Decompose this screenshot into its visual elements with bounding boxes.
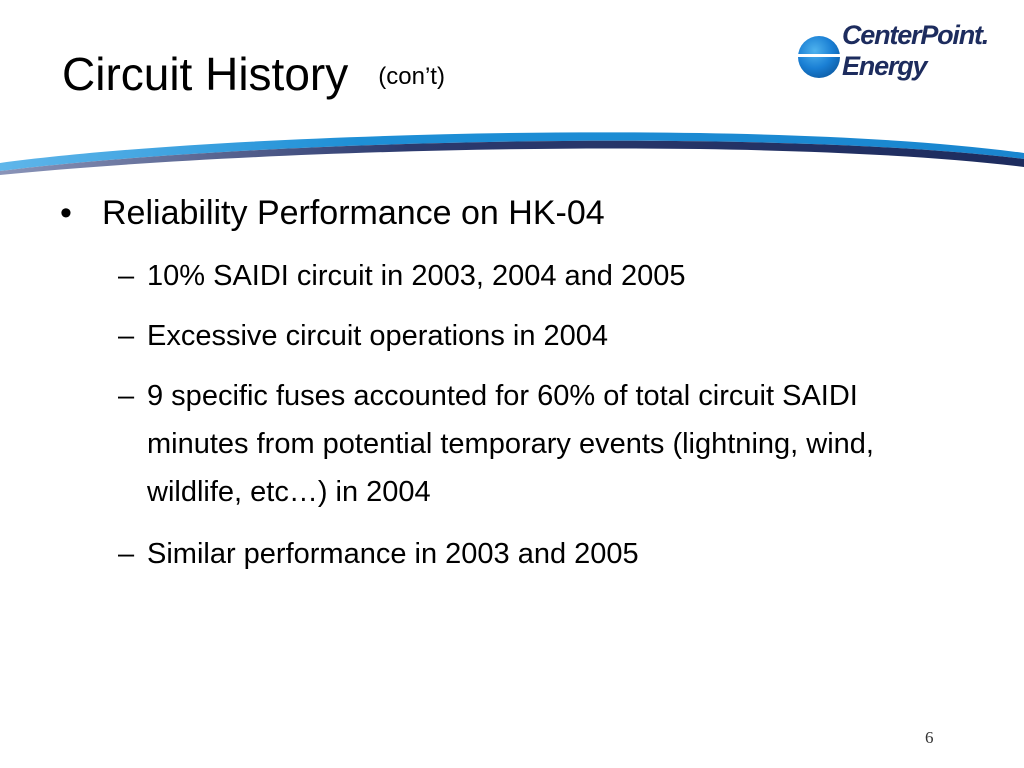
- sub-bullet-text: 10% SAIDI circuit in 2003, 2004 and 2005: [147, 260, 686, 292]
- logo-line-1: CenterPoint.: [842, 20, 989, 50]
- sub-bullet-text: Excessive circuit operations in 2004: [147, 320, 609, 352]
- bullet-marker: •: [60, 194, 72, 232]
- page-number: 6: [925, 728, 934, 747]
- logo-line-2: Energy: [842, 51, 927, 81]
- sub-bullet-marker: –: [118, 380, 135, 412]
- sub-bullet-marker: –: [118, 260, 135, 292]
- bullet-text: Reliability Performance on HK-04: [102, 194, 605, 232]
- sub-bullet-marker: –: [118, 538, 135, 570]
- title-text: Circuit History: [62, 48, 349, 100]
- title-subtitle: (con’t): [378, 63, 445, 90]
- sub-bullet-text: Similar performance in 2003 and 2005: [147, 538, 639, 570]
- sub-bullet-marker: –: [118, 320, 135, 352]
- sub-bullet-text: 9 specific fuses accounted for 60% of total circuit SAIDI minutes from potential temporary events (lightning, wind, wildlife, etc…) in 2004: [147, 380, 874, 508]
